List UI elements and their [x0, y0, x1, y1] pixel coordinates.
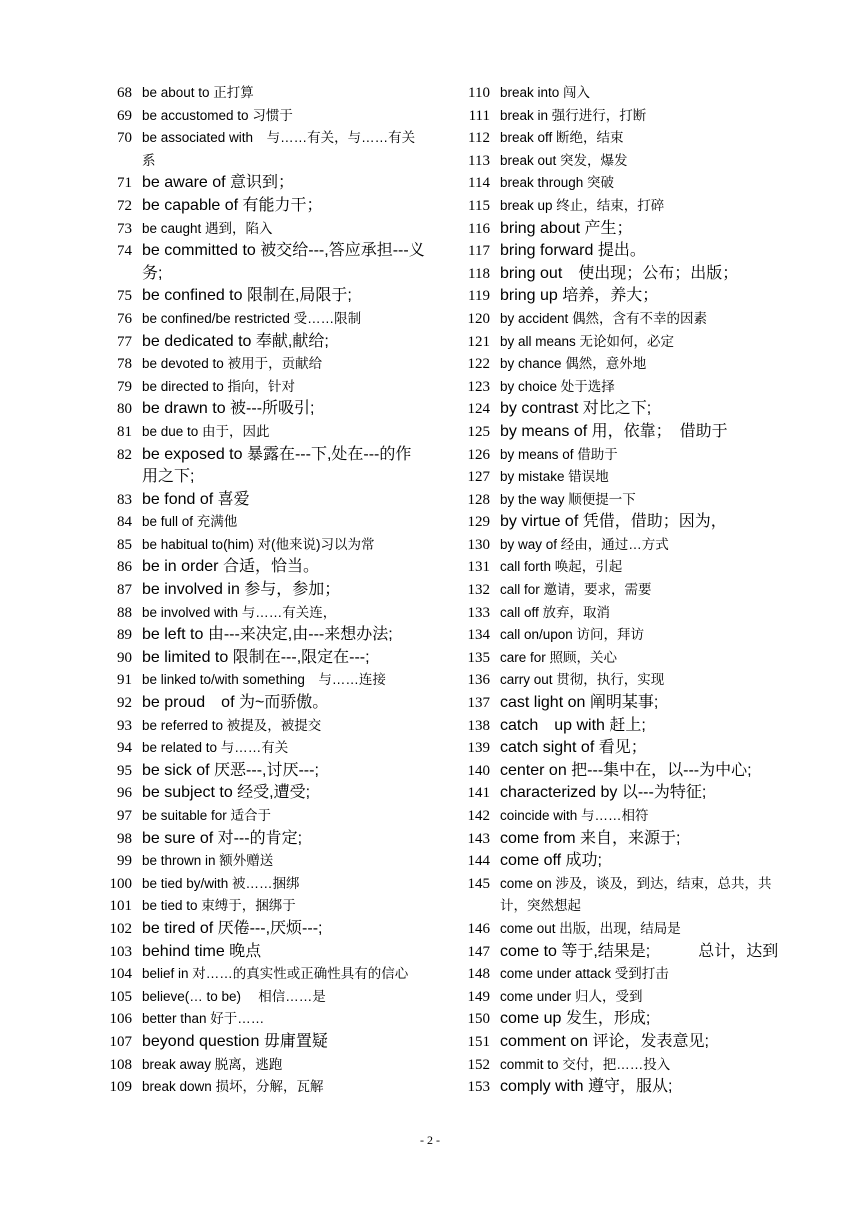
vocab-entry: [92, 195, 427, 218]
entry-number: 72: [117, 197, 132, 214]
entry-number: 136: [467, 672, 490, 689]
entry-text: believe(… to be) 相信……是: [142, 988, 326, 1004]
vocab-entry: [450, 308, 790, 331]
vocab-entry: [92, 489, 427, 512]
entry-text: be left to 由---来决定,由---来想办法;: [142, 626, 393, 644]
entry-text: be about to 正打算: [142, 85, 254, 100]
entry-text: bring forward 提出。: [500, 242, 646, 260]
entry-number: 103: [109, 943, 132, 960]
vocab-entry: [450, 421, 790, 444]
entry-text: coincide with 与……相符: [500, 808, 649, 823]
vocab-entry: [92, 353, 427, 376]
entry-number: 115: [468, 197, 490, 214]
vocab-entry: [92, 737, 427, 760]
entry-text: call for 邀请，要求，需要: [500, 582, 652, 598]
vocab-entry: [450, 82, 790, 105]
entry-number: 130: [467, 536, 490, 553]
vocab-entry: [92, 218, 427, 241]
entry-number: 125: [467, 423, 490, 440]
entry-number: 69: [117, 107, 132, 124]
vocab-entry: [450, 941, 790, 964]
entry-number: 80: [117, 401, 132, 418]
vocab-entry: [450, 669, 790, 692]
entry-text: be thrown in 额外赠送: [142, 853, 274, 869]
vocab-entry: [450, 353, 790, 376]
entry-text: be sick of 厌恶---,讨厌---;: [142, 761, 319, 779]
entry-text: bring out 使出现；公布；出版；: [500, 264, 739, 282]
entry-number: 151: [467, 1033, 490, 1050]
entry-number: 139: [467, 740, 490, 757]
entry-text: carry out 贯彻，执行，实现: [500, 672, 665, 688]
entry-text: better than 好于……: [142, 1011, 265, 1027]
entry-number: 91: [117, 672, 132, 689]
entry-number: 107: [109, 1033, 132, 1050]
entry-number: 123: [467, 378, 490, 395]
vocab-entry: [92, 805, 427, 828]
vocab-entry: [450, 444, 790, 467]
entry-number: 77: [117, 333, 132, 350]
vocab-entry: [92, 963, 427, 986]
entry-text: be caught 遇到，陷入: [142, 220, 273, 236]
entry-number: 133: [467, 604, 490, 621]
entry-text: come off 成功;: [500, 852, 602, 870]
entry-text: be habitual to(him) 对(他来说)习以为常: [142, 536, 375, 552]
entry-number: 111: [468, 107, 490, 124]
entry-number: 98: [117, 830, 132, 847]
vocab-entry: [450, 1008, 790, 1031]
left-column: [92, 82, 427, 1099]
entry-number: 153: [467, 1079, 490, 1096]
vocab-entry: [92, 444, 427, 489]
entry-text: come under attack 受到打击: [500, 966, 669, 982]
entry-text: be linked to/with something 与……连接: [142, 672, 386, 688]
entry-text: be tied to 束缚于，捆绑于: [142, 898, 296, 914]
vocab-entry: [450, 579, 790, 602]
vocab-entry: [92, 127, 427, 172]
entry-number: 109: [109, 1079, 132, 1096]
entry-number: 135: [467, 649, 490, 666]
entry-text: be subject to 经受,遭受;: [142, 784, 311, 802]
entry-number: 148: [467, 966, 490, 983]
vocab-entry: [450, 172, 790, 195]
entry-text: be limited to 限制在---,限定在---;: [142, 648, 370, 666]
entry-number: 93: [117, 717, 132, 734]
entry-text: be due to 由于，因此: [142, 423, 270, 439]
entry-number: 140: [467, 762, 490, 779]
vocab-entry: [92, 715, 427, 738]
entry-number: 73: [117, 220, 132, 237]
entry-number: 90: [117, 649, 132, 666]
entry-number: 79: [117, 378, 132, 395]
vocab-entry: [92, 692, 427, 715]
vocab-entry: [450, 218, 790, 241]
vocab-entry: [92, 398, 427, 421]
entry-text: call on/upon 访问，拜访: [500, 627, 645, 643]
entry-text: be exposed to 暴露在---下,处在---的作用之下;: [142, 445, 412, 486]
vocab-entry: [450, 715, 790, 738]
entry-text: care for 照顾，关心: [500, 649, 618, 665]
entry-number: 114: [468, 175, 490, 192]
entry-text: by accident 偶然，含有不幸的因素: [500, 310, 708, 326]
vocab-entry: [450, 195, 790, 218]
entry-text: come to 等于,结果是; 总计，达到: [500, 942, 779, 960]
entry-text: come on 涉及，谈及，到达，结束，总共，共计，突然想起: [500, 875, 772, 914]
entry-number: 74: [117, 243, 132, 260]
entry-number: 150: [467, 1011, 490, 1028]
vocab-entry: [92, 172, 427, 195]
entry-text: by way of 经由，通过…方式: [500, 536, 669, 552]
entry-number: 96: [117, 785, 132, 802]
vocab-entry: [450, 285, 790, 308]
entry-number: 89: [117, 627, 132, 644]
vocab-entry: [450, 240, 790, 263]
entry-text: call off 放弃，取消: [500, 604, 611, 620]
page-number: - 2 -: [420, 1133, 440, 1147]
entry-text: be confined to 限制在,局限于;: [142, 287, 352, 305]
entry-text: by means of 用，依靠； 借助于: [500, 422, 728, 440]
vocab-entry: [450, 692, 790, 715]
entry-text: by virtue of 凭借，借助；因为，: [500, 513, 727, 531]
entry-number: 81: [117, 423, 132, 440]
entry-text: characterized by 以---为特征;: [500, 784, 707, 802]
vocab-entry: [450, 647, 790, 670]
vocab-entry: [92, 986, 427, 1009]
entry-number: 108: [109, 1056, 132, 1073]
entry-number: 152: [467, 1056, 490, 1073]
entry-number: 113: [468, 152, 490, 169]
entry-text: be drawn to 被---所吸引;: [142, 400, 315, 418]
entry-text: by contrast 对比之下;: [500, 400, 652, 418]
entry-text: by mistake 错误地: [500, 469, 609, 485]
entry-text: comply with 遵守，服从;: [500, 1078, 673, 1096]
vocab-entry: [450, 398, 790, 421]
entry-text: comment on 评论，发表意见;: [500, 1032, 709, 1050]
entry-number: 142: [467, 808, 490, 824]
entry-number: 131: [467, 559, 490, 576]
vocab-entry: [92, 1008, 427, 1031]
entry-text: catch up with 赶上;: [500, 716, 646, 734]
entry-number: 70: [117, 130, 132, 147]
entry-number: 105: [109, 988, 132, 1005]
entry-number: 144: [467, 853, 490, 870]
vocab-entry: [92, 376, 427, 399]
vocab-entry: [450, 737, 790, 760]
entry-text: behind time 晚点: [142, 942, 262, 960]
entry-text: break up 终止，结束，打碎: [500, 197, 665, 213]
entry-text: be sure of 对---的肯定;: [142, 829, 303, 847]
entry-text: break off 断绝，结束: [500, 130, 624, 146]
entry-number: 97: [117, 808, 132, 824]
entry-text: break away 脱离，逃跑: [142, 1056, 283, 1072]
entry-number: 132: [467, 582, 490, 599]
vocab-entry: [92, 579, 427, 602]
entry-number: 122: [467, 356, 490, 373]
entry-number: 71: [117, 175, 132, 192]
entry-number: 124: [467, 401, 490, 418]
entry-text: come under 归人，受到: [500, 988, 643, 1004]
entry-text: beyond question 毋庸置疑: [142, 1032, 328, 1050]
entry-number: 120: [467, 310, 490, 327]
vocab-entry: [92, 285, 427, 308]
entry-text: bring up 培养，养大；: [500, 287, 659, 305]
entry-text: break in 强行进行，打断: [500, 107, 647, 123]
entry-number: 99: [117, 853, 132, 870]
entry-text: be associated with 与……有关，与……有关系: [142, 130, 416, 168]
entry-number: 104: [109, 966, 132, 983]
vocab-entry: [450, 850, 790, 873]
entry-text: be involved with 与……有关连，: [142, 604, 337, 620]
entry-text: be proud of 为~而骄傲。: [142, 694, 329, 712]
vocab-entry: [450, 127, 790, 150]
entry-text: be directed to 指向，针对: [142, 378, 296, 394]
entry-number: 112: [468, 130, 490, 147]
vocab-entry: [450, 873, 790, 918]
vocab-entry: [450, 963, 790, 986]
vocab-entry: [450, 489, 790, 512]
vocab-entry: [92, 647, 427, 670]
vocab-entry: [92, 556, 427, 579]
vocab-entry: [450, 376, 790, 399]
entry-text: by the way 顺便提一下: [500, 491, 636, 507]
vocab-entry: [92, 82, 427, 105]
entry-text: be accustomed to 习惯于: [142, 107, 293, 123]
vocab-entry: [92, 105, 427, 128]
entry-number: 149: [467, 988, 490, 1005]
entry-text: cast light on 阐明某事;: [500, 694, 659, 712]
vocab-entry: [450, 331, 790, 354]
vocab-entry: [450, 556, 790, 579]
vocab-entry: [92, 1031, 427, 1054]
vocab-entry: [450, 828, 790, 851]
entry-number: 84: [117, 514, 132, 531]
entry-number: 121: [467, 333, 490, 350]
entry-number: 145: [467, 875, 490, 892]
entry-text: call forth 唤起，引起: [500, 559, 623, 575]
entry-number: 129: [467, 514, 490, 531]
vocab-entry: [92, 308, 427, 331]
entry-text: be aware of 意识到；: [142, 174, 295, 192]
entry-number: 106: [109, 1011, 132, 1028]
entry-text: be dedicated to 奉献,献给;: [142, 332, 329, 350]
entry-number: 134: [467, 627, 490, 644]
vocab-entry: [450, 624, 790, 647]
entry-text: center on 把---集中在，以---为中心;: [500, 761, 752, 779]
entry-text: be suitable for 适合于: [142, 808, 272, 823]
entry-text: be devoted to 被用于，贡献给: [142, 356, 323, 372]
entry-number: 143: [467, 830, 490, 847]
entry-text: by all means 无论如何，必定: [500, 333, 675, 349]
entry-text: be tired of 厌倦---,厌烦---;: [142, 919, 323, 937]
entry-text: be full of 充满他: [142, 514, 238, 530]
entry-text: belief in 对……的真实性或正确性具有的信心: [142, 966, 409, 982]
entry-number: 94: [117, 740, 132, 757]
entry-text: come from 来自，来源于;: [500, 829, 681, 847]
entry-number: 85: [117, 536, 132, 553]
entry-text: come up 发生，形成;: [500, 1010, 651, 1028]
entry-number: 75: [117, 288, 132, 305]
entry-text: bring about 产生；: [500, 219, 633, 237]
entry-text: break out 突发，爆发: [500, 152, 628, 168]
vocab-entry: [450, 263, 790, 286]
entry-number: 78: [117, 356, 132, 373]
entry-number: 117: [468, 243, 490, 260]
entry-number: 116: [468, 220, 490, 237]
vocab-entry: [92, 602, 427, 625]
entry-number: 141: [467, 785, 490, 802]
entry-number: 95: [117, 762, 132, 779]
entry-number: 127: [467, 469, 490, 486]
vocab-entry: [450, 805, 790, 828]
vocab-entry: [92, 918, 427, 941]
entry-text: commit to 交付，把……投入: [500, 1056, 671, 1072]
vocab-entry: [450, 602, 790, 625]
entry-number: 86: [117, 559, 132, 576]
vocab-entry: [92, 669, 427, 692]
vocab-entry: [92, 534, 427, 557]
vocab-entry: [450, 150, 790, 173]
entry-text: be involved in 参与，参加；: [142, 581, 341, 599]
entry-number: 118: [468, 265, 490, 282]
vocab-entry: [92, 828, 427, 851]
entry-text: by chance 偶然，意外地: [500, 356, 647, 372]
entry-number: 76: [117, 310, 132, 327]
entry-number: 119: [468, 288, 490, 305]
entry-number: 92: [117, 695, 132, 712]
entry-number: 101: [109, 898, 132, 915]
entry-text: come out 出版，出现，结局是: [500, 920, 681, 936]
vocab-entry: [92, 782, 427, 805]
vocab-entry: [450, 782, 790, 805]
entry-text: be in order 合适，恰当。: [142, 558, 319, 576]
entry-number: 82: [117, 446, 132, 463]
entry-text: by means of 借助于: [500, 446, 618, 462]
vocab-entry: [92, 895, 427, 918]
vocab-entry: [92, 240, 427, 285]
vocab-entry: [450, 466, 790, 489]
vocab-entry: [450, 1076, 790, 1099]
entry-text: be fond of 喜爱: [142, 490, 250, 508]
entry-text: be confined/be restricted 受……限制: [142, 310, 362, 326]
vocab-entry: [92, 873, 427, 896]
entry-number: 138: [467, 717, 490, 734]
entry-number: 83: [117, 491, 132, 508]
entry-text: be committed to 被交给---,答应承担---义务;: [142, 242, 425, 282]
vocab-entry: [92, 624, 427, 647]
entry-number: 68: [117, 85, 132, 101]
entry-text: be related to 与……有关: [142, 740, 289, 756]
entry-text: break through 突破: [500, 175, 615, 191]
entry-number: 137: [467, 695, 490, 712]
vocab-entry: [92, 760, 427, 783]
vocab-entry: [450, 760, 790, 783]
vocab-entry: [92, 421, 427, 444]
entry-number: 88: [117, 604, 132, 621]
entry-number: 102: [109, 920, 132, 937]
vocab-entry: [92, 331, 427, 354]
entry-number: 128: [467, 491, 490, 508]
entry-text: be tied by/with 被……捆绑: [142, 875, 300, 891]
entry-text: catch sight of 看见；: [500, 739, 647, 757]
entry-text: by choice 处于选择: [500, 378, 615, 394]
entry-number: 87: [117, 582, 132, 599]
vocab-entry: [92, 511, 427, 534]
vocab-entry: [450, 1054, 790, 1077]
vocab-entry: [92, 1076, 427, 1099]
entry-text: break into 闯入: [500, 85, 591, 100]
vocab-entry: [450, 105, 790, 128]
entry-number: 110: [468, 85, 490, 101]
vocab-entry: [450, 1031, 790, 1054]
entry-text: be referred to 被提及，被提交: [142, 717, 322, 733]
vocab-entry: [450, 918, 790, 941]
entry-number: 146: [467, 920, 490, 937]
right-column: [450, 82, 790, 1099]
entry-text: be capable of 有能力干；: [142, 196, 323, 214]
entry-text: break down 损坏，分解，瓦解: [142, 1079, 324, 1095]
vocab-entry: [92, 941, 427, 964]
entry-number: 147: [467, 943, 490, 960]
vocab-entry: [450, 534, 790, 557]
vocab-entry: [450, 986, 790, 1009]
vocab-entry: [450, 511, 790, 534]
vocab-entry: [92, 850, 427, 873]
entry-number: 100: [109, 875, 132, 892]
vocab-entry: [92, 1054, 427, 1077]
entry-number: 126: [467, 446, 490, 463]
